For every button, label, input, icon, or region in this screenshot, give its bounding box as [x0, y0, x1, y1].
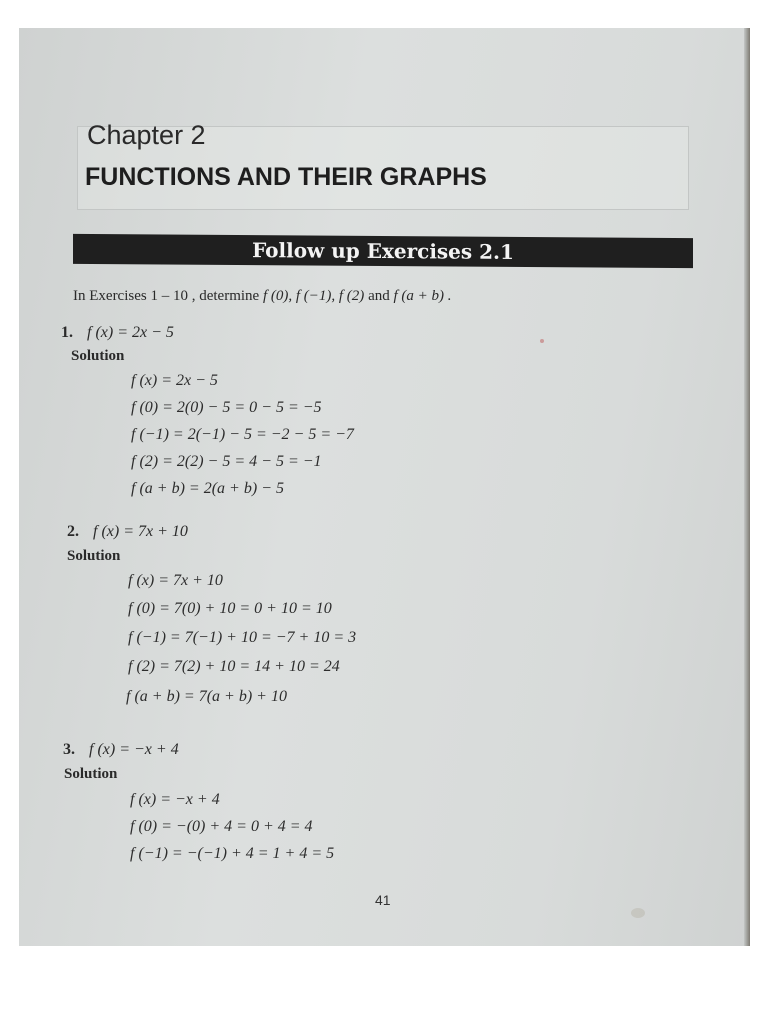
paper-stain — [631, 908, 645, 918]
problem-3 — [63, 741, 179, 759]
solution-step: f (x) = −x + 4 — [130, 791, 220, 808]
chapter-label: Chapter 2 — [87, 120, 206, 150]
problem-number: 1. — [61, 324, 73, 341]
solution-label: Solution — [71, 348, 125, 364]
problem-2 — [67, 523, 188, 541]
intro-prefix: In Exercises 1 – 10 , determine — [73, 288, 260, 304]
book-edge-shadow — [744, 28, 750, 946]
solution-step: f (a + b) = 2(a + b) − 5 — [131, 480, 284, 497]
paper-speck — [540, 339, 544, 343]
solution-step: f (2) = 2(2) − 5 = 4 − 5 = −1 — [131, 453, 322, 470]
solution-step: f (x) = 2x − 5 — [131, 372, 218, 389]
section-heading: Follow up Exercises 2.1 — [252, 238, 514, 264]
intro-last-function: f (a + b) . — [393, 288, 452, 304]
page-number: 41 — [375, 892, 391, 908]
solution-step: f (−1) = 7(−1) + 10 = −7 + 10 = 3 — [128, 629, 357, 646]
section-heading-bar — [73, 234, 693, 268]
intro-conjunction: and — [368, 288, 390, 304]
solution-step: f (0) = 2(0) − 5 = 0 − 5 = −5 — [131, 399, 322, 416]
problem-number: 3. — [63, 741, 75, 758]
solution-label: Solution — [67, 548, 121, 564]
solution-label: Solution — [64, 766, 118, 782]
problem-statement: f (x) = −x + 4 — [89, 741, 179, 758]
solution-step: f (2) = 7(2) + 10 = 14 + 10 = 24 — [128, 658, 340, 675]
solution-step: f (a + b) = 7(a + b) + 10 — [126, 688, 287, 705]
solution-step: f (−1) = 2(−1) − 5 = −2 − 5 = −7 — [131, 426, 354, 443]
page-photo — [19, 28, 750, 946]
problem-number: 2. — [67, 523, 79, 540]
chapter-title: FUNCTIONS AND THEIR GRAPHS — [85, 163, 487, 191]
solution-step: f (0) = −(0) + 4 = 0 + 4 = 4 — [130, 818, 313, 835]
problem-statement: f (x) = 2x − 5 — [87, 324, 174, 341]
solution-step: f (0) = 7(0) + 10 = 0 + 10 = 10 — [128, 600, 332, 617]
solution-step: f (x) = 7x + 10 — [128, 572, 223, 589]
solution-step: f (−1) = −(−1) + 4 = 1 + 4 = 5 — [130, 845, 335, 862]
problem-1 — [61, 324, 174, 342]
exercise-instructions — [73, 288, 452, 305]
intro-functions: f (0), f (−1), f (2) — [262, 288, 365, 304]
problem-statement: f (x) = 7x + 10 — [93, 523, 188, 540]
